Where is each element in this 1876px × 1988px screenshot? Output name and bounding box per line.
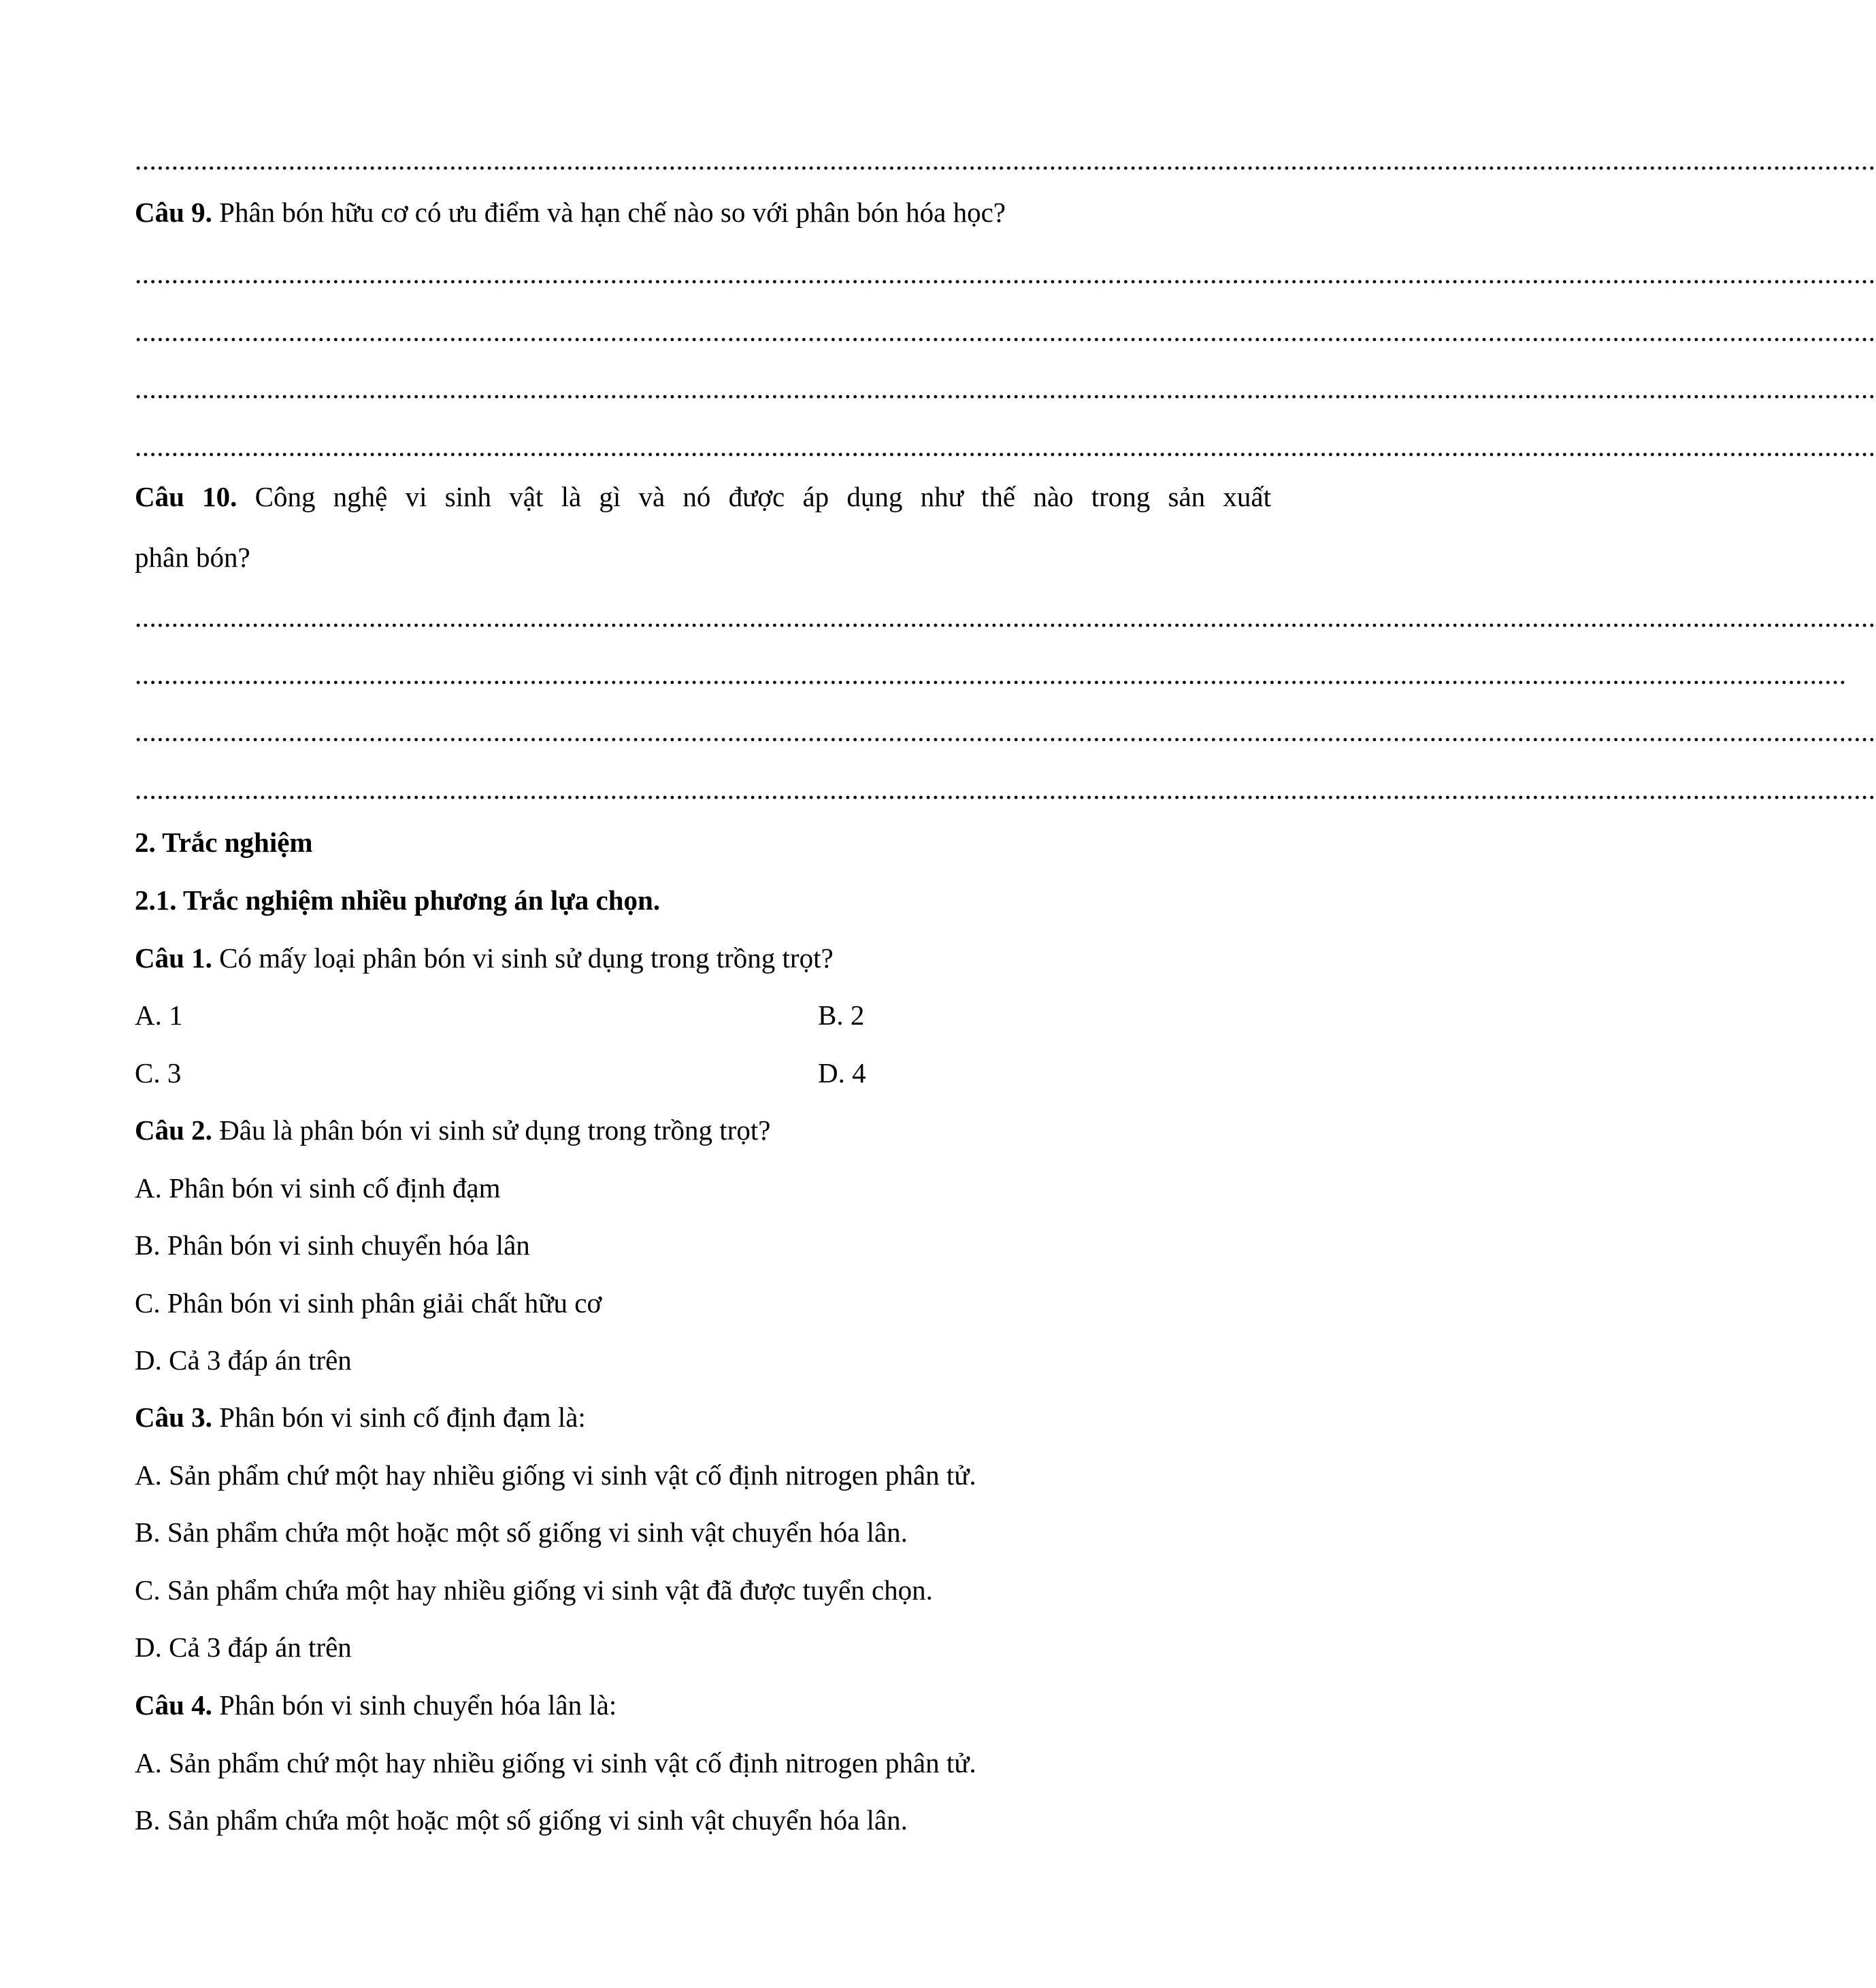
question-label: Câu 9. — [135, 197, 212, 228]
question-label: Câu 2. — [135, 1114, 212, 1146]
question-label: Câu 3. — [135, 1402, 212, 1433]
mc-question-2 — [135, 1113, 1271, 1147]
option-d: D. Cả 3 đáp án trên — [135, 1344, 352, 1376]
option-a: A. 1 — [135, 999, 183, 1031]
option-d: D. Cả 3 đáp án trên — [135, 1631, 352, 1663]
question-label: Câu 4. — [135, 1689, 212, 1721]
question-text: Công nghệ vi sinh vật là gì và nó được áp dụng như thế nào trong sản xuất — [237, 481, 1271, 512]
answer-line: .............................................................................................................................................................................................................................................. — [135, 144, 1876, 176]
option-a: A. Sản phẩm chứ một hay nhiều giống vi sinh vật cố định nitrogen phân tử. — [135, 1747, 976, 1778]
answer-line: .......................................................................................................................................................................................................................................... — [135, 659, 1847, 690]
question-text: Phân bón vi sinh chuyển hóa lân là: — [212, 1689, 617, 1721]
answer-line: .............................................................................................................................................................................................................................................. — [135, 431, 1876, 462]
mc-question-1 — [135, 941, 1271, 975]
mc-question-3 — [135, 1400, 1271, 1434]
option-b: B. Phân bón vi sinh chuyển hóa lân — [135, 1229, 530, 1261]
option-c: C. Sản phẩm chứa một hay nhiều giống vi sinh vật đã được tuyển chọn. — [135, 1574, 933, 1606]
question-text: Phân bón hữu cơ có ưu điểm và hạn chế nào so với phân bón hóa học? — [212, 197, 1006, 228]
section-heading: 2. Trắc nghiệm — [135, 827, 313, 858]
answer-line: .............................................................................................................................................................................................................................................. — [135, 258, 1876, 289]
option-a: A. Phân bón vi sinh cố định đạm — [135, 1172, 501, 1204]
question-label: Câu 1. — [135, 942, 212, 974]
option-c: C. Phân bón vi sinh phân giải chất hữu cơ — [135, 1287, 602, 1319]
option-c: C. 3 — [135, 1057, 182, 1089]
option-b: B. 2 — [818, 999, 865, 1031]
question-text: Có mấy loại phân bón vi sinh sử dụng trong trồng trọt? — [212, 942, 834, 974]
option-b: B. Sản phẩm chứa một hoặc một số giống vi sinh vật chuyển hóa lân. — [135, 1804, 908, 1836]
option-d: D. 4 — [818, 1057, 866, 1089]
answer-line: .............................................................................................................................................................................................................................................. — [135, 774, 1876, 805]
mc-question-4 — [135, 1688, 1271, 1722]
option-b: B. Sản phẩm chứa một hoặc một số giống vi sinh vật chuyển hóa lân. — [135, 1517, 908, 1548]
question-text: Đâu là phân bón vi sinh sử dụng trong trồng trọt? — [212, 1114, 771, 1146]
answer-line: .............................................................................................................................................................................................................................................. — [135, 716, 1876, 747]
question-9 — [135, 195, 1271, 229]
answer-line: .............................................................................................................................................................................................................................................. — [135, 373, 1876, 404]
section-subheading: 2.1. Trắc nghiệm nhiều phương án lựa chọn. — [135, 884, 661, 916]
question-label: Câu 10. — [135, 481, 237, 512]
question-text: Phân bón vi sinh cố định đạm là: — [212, 1402, 586, 1433]
answer-line: .............................................................................................................................................................................................................................................. — [135, 316, 1876, 347]
question-10 — [135, 480, 1271, 514]
option-a: A. Sản phẩm chứ một hay nhiều giống vi sinh vật cố định nitrogen phân tử. — [135, 1459, 976, 1491]
answer-line: .............................................................................................................................................................................................................................................. — [135, 601, 1876, 633]
question-10-continued: phân bón? — [135, 542, 250, 573]
